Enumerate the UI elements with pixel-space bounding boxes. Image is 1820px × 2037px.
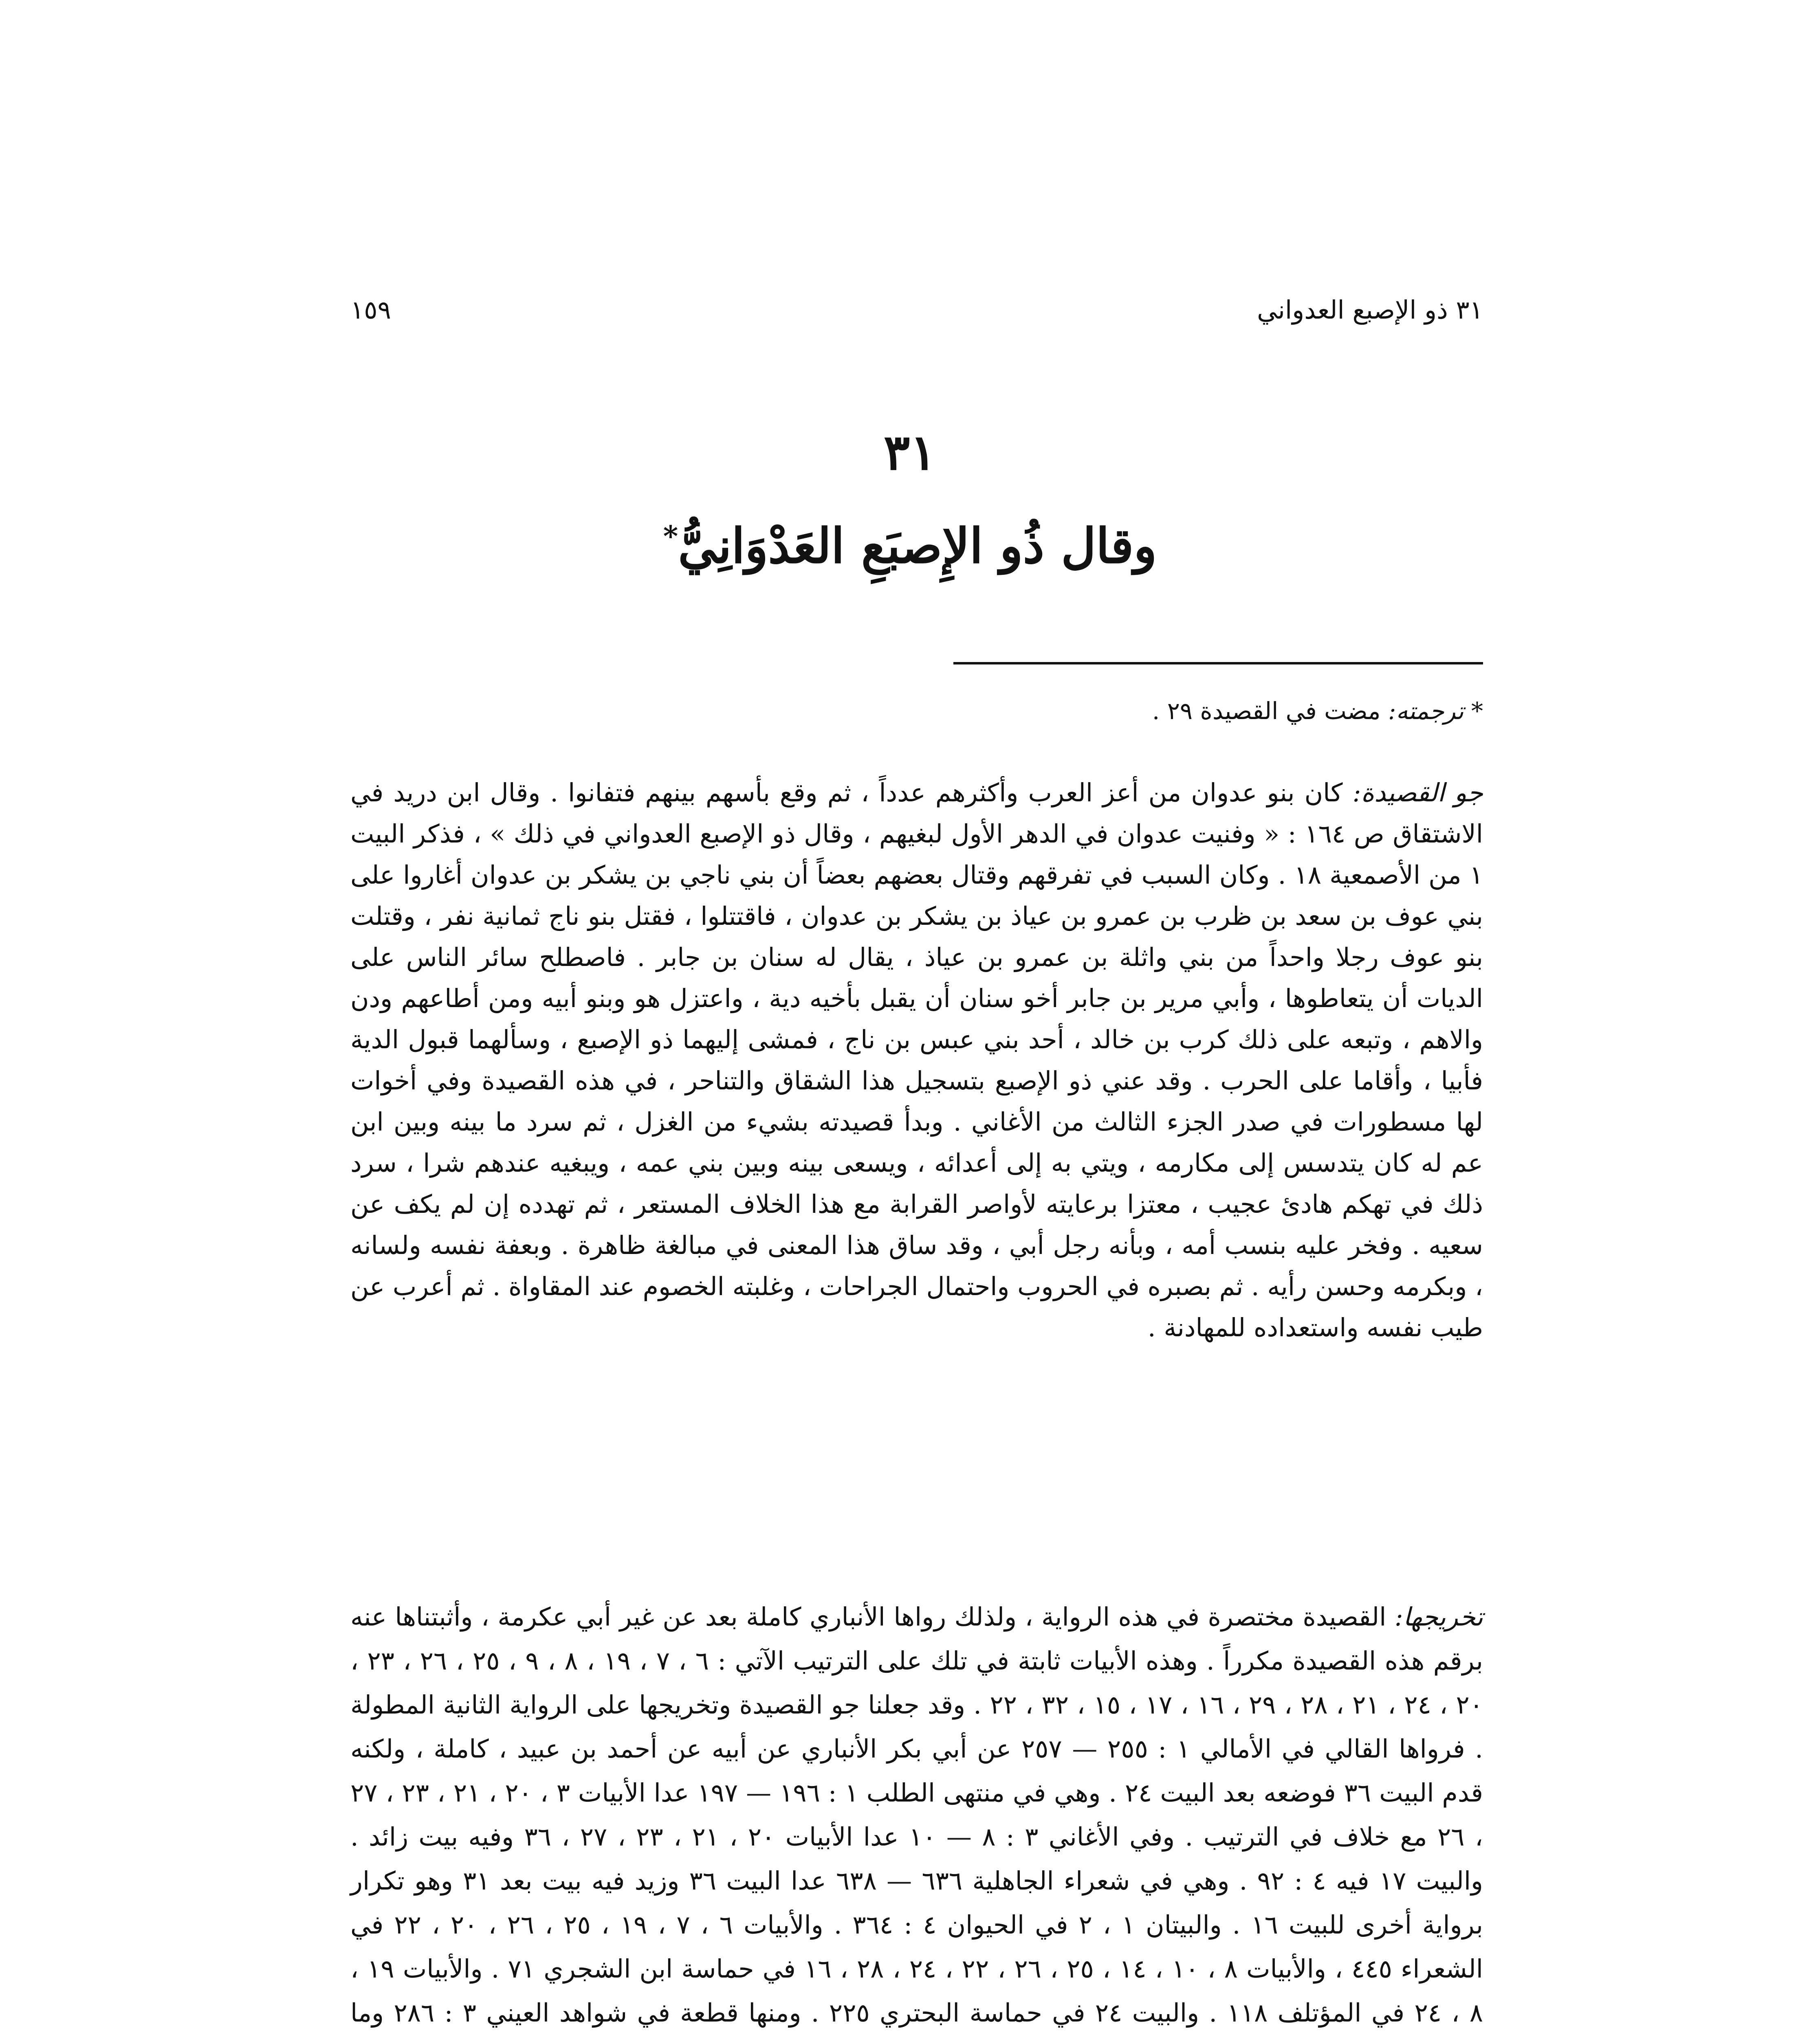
- poem-sources-text: القصيدة مختصرة في هذه الرواية ، ولذلك رواها الأنباري كاملة بعد عن غير أبي عكرمة ، وأثبتناها عنه برقم هذه القصيدة مكرراً . وهذه الأبيات ثابتة في تلك على الترتيب الآتي : ٦ ، ٧ ، ١٩ ، ٨ ، ٩ ، ٢٥ ، ٢٦ ، ٢٣ ، ٢٠ ، ٢٤ ، ٢١ ، ٢٨ ، ٢٩ ، ١٦ ، ١٧ ، ١٥ ، ٣٢ ، ٢٢ . وقد جعلنا جو القصيدة وتخريجها على الرواية الثانية المطولة . فرواها القالي في الأمالي ١ : ٢٥٥ — ٢٥٧ عن أبي بكر الأنباري عن أبيه عن أحمد بن عبيد ، كاملة ، ولكنه قدم البيت ٣٦ فوضعه بعد البيت ٢٤ . وهي في منتهى الطلب ١ : ١٩٦ — ١٩٧ عدا الأبيات ٣ ، ٢٠ ، ٢١ ، ٢٣ ، ٢٧ ، ٢٦ مع خلاف في الترتيب . وفي الأغاني ٣ : ٨ — ١٠ عدا الأبيات ٢٠ ، ٢١ ، ٢٣ ، ٢٧ ، ٣٦ وفيه بيت زائد . والبيت ١٧ فيه ٤ : ٩٢ . وهي في شعراء الجاهلية ٦٣٦ — ٦٣٨ عدا البيت ٣٦ وزيد فيه بيت بعد ٣١ وهو تكرار برواية أخرى للبيت ١٦ . والبيتان ١ ، ٢ في الحيوان ٤ : ٣٦٤ . والأبيات ٦ ، ٧ ، ١٩ ، ٢٥ ، ٢٦ ، ٢٠ ، ٢٢ في الشعراء ٤٤٥ ، والأبيات ٨ ، ١٠ ، ١٤ ، ٢٥ ، ٢٦ ، ٢٢ ، ٢٤ ، ٢٨ ، ١٦ في حماسة ابن الشجري ٧١ . والأبيات ١٩ ، ٨ ، ٢٤ في المؤتلف ١١٨ . والبيت ٢٤ في حماسة البحتري ٢٢٥ . ومنها قطعة في شواهد العيني ٣ : ٢٨٦ وما: [350, 1602, 1483, 2028]
- poem-sources-paragraph: [350, 1595, 1483, 2037]
- footnote-marker: *: [663, 519, 678, 553]
- poem-title-block: [0, 517, 1820, 574]
- poem-context-text: كان بنو عدوان من أعز العرب وأكثرهم عدداً ، ثم وقع بأسهم بينهم فتفانوا . وقال ابن دريد في الاشتقاق ص ١٦٤ : « وفنيت عدوان في الدهر الأول لبغيهم ، وقال ذو الإصبع العدواني في ذلك » ، فذكر البيت ١ من الأصمعية ١٨ . وكان السبب في تفرقهم وقتال بعضهم بعضاً أن بني ناجي بن يشكر بن عدوان أغاروا على بني عوف بن سعد بن ظرب بن عمرو بن عياذ بن يشكر بن عدوان ، فاقتتلوا ، فقتل بنو ناج ثمانية نفر ، وقتلت بنو عوف رجلا واحداً من بني واثلة بن عمرو بن عياذ ، يقال له سنان بن جابر . فاصطلح سائر الناس على الديات أن يتعاطوها ، وأبي مرير بن جابر أخو سنان أن يقبل بأخيه دية ، واعتزل هو وبنو أبيه ومن أطاعهم ودن والاهم ، وتبعه على ذلك كرب بن خالد ، أحد بني عبس بن ناج ، فمشى إليهما ذو الإصبع ، وسألهما قبول الدية فأبيا ، وأقاما على الحرب . وقد عني ذو الإصبع بتسجيل هذا الشقاق والتناحر ، في هذه القصيدة وفي أخوات لها مسطورات في صدر الجزء الثالث من الأغاني . وبدأ قصيدته بشيء من الغزل ، ثم سرد ما بينه وبين ابن عم له كان يتدسس إلى مكارمه ، ويتي به إلى أعدائه ، ويسعى بينه وبين بني عمه ، ويبغيه عندهم شرا ، سرد ذلك في تهكم هادئ عجيب ، معتزا برعايته لأواصر القرابة مع هذا الخلاف المستعر ، ثم تهدده إن لم يكف عن سعيه . وفخر عليه بنسب أمه ، وبأنه رجل أبي ، وقد ساق هذا المعنى في مبالغة ظاهرة . وبعفة نفسه ولسانه ، وبكرمه وحسن رأيه . ثم بصبره في الحروب واحتمال الجراحات ، وغلبته الخصوم عند المقاواة . ثم أعرب عن طيب نفسه واستعداده للمهادنة .: [350, 778, 1483, 1342]
- poem-context-label: جو القصيدة:: [1352, 778, 1483, 807]
- poem-title: وقال ذُو الإِصبَعِ العَدْوَانِيُّ: [678, 517, 1157, 574]
- footnote-star: *: [1471, 697, 1483, 725]
- footnote-text: مضت في القصيدة ٢٩ .: [1152, 697, 1381, 725]
- footnote-rule: [953, 662, 1483, 664]
- poem-sources-label: تخريجها:: [1394, 1602, 1483, 1632]
- poem-number: ٣١: [884, 424, 936, 481]
- poem-context-paragraph: [350, 772, 1483, 1348]
- running-header: [350, 285, 1483, 334]
- footnote-label: ترجمته:: [1388, 697, 1464, 725]
- footnote: [350, 693, 1483, 729]
- page-number: ١٥٩: [350, 295, 391, 325]
- running-title: ٣١ ذو الإصبع العدواني: [1257, 295, 1483, 325]
